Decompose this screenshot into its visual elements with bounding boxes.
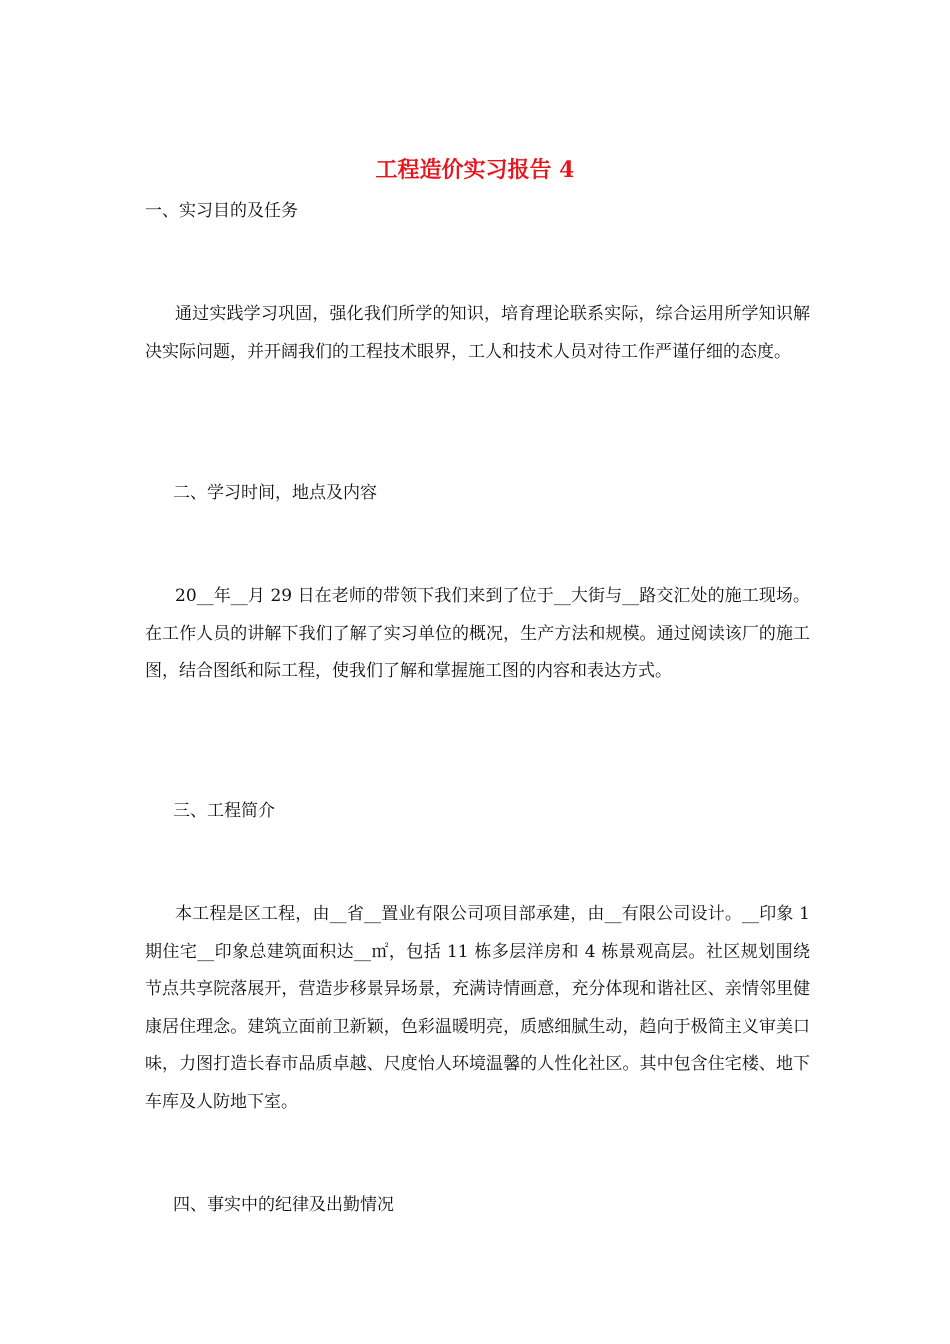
section-heading-4: 四、事实中的纪律及出勤情况 (173, 1195, 394, 1215)
section-paragraph-2: 20__年__月 29 日在老师的带领下我们来到了位于__大街与__路交汇处的施工现场。在工作人员的讲解下我们了解了实习单位的概况，生产方法和规模。通过阅读该厂的施工图，结合图纸和际工程，使我们了解和掌握施工图的内容和表达方式。 (145, 586, 810, 681)
section-paragraph-3: 本工程是区工程，由__省__置业有限公司项目部承建，由__有限公司设计。__印象 1 期住宅__印象总建筑面积达__㎡，包括 11 栋多层洋房和 4 栋景观高层。社区规划围绕节点共享院落展开，营造步移景异场景，充满诗情画意，充分体现和谐社区、亲情邻里健康居住理念。建筑立面前卫新颖，色彩温暖明亮，质感细腻生动，趋向于极简主义审美口味，力图打造长春市品质卓越、尺度怡人环境温馨的人性化社区。其中包含住宅楼、地下车库及人防地下室。 (145, 904, 810, 1112)
section-heading-3: 三、工程简介 (173, 801, 275, 821)
section-heading-1: 一、实习目的及任务 (145, 201, 298, 221)
document-title: 工程造价实习报告 4 (375, 157, 575, 183)
section-paragraph-1: 通过实践学习巩固，强化我们所学的知识，培育理论联系实际，综合运用所学知识解决实际问题，并开阔我们的工程技术眼界，工人和技术人员对待工作严谨仔细的态度。 (145, 304, 810, 362)
section-heading-2: 二、学习时间，地点及内容 (173, 483, 377, 503)
